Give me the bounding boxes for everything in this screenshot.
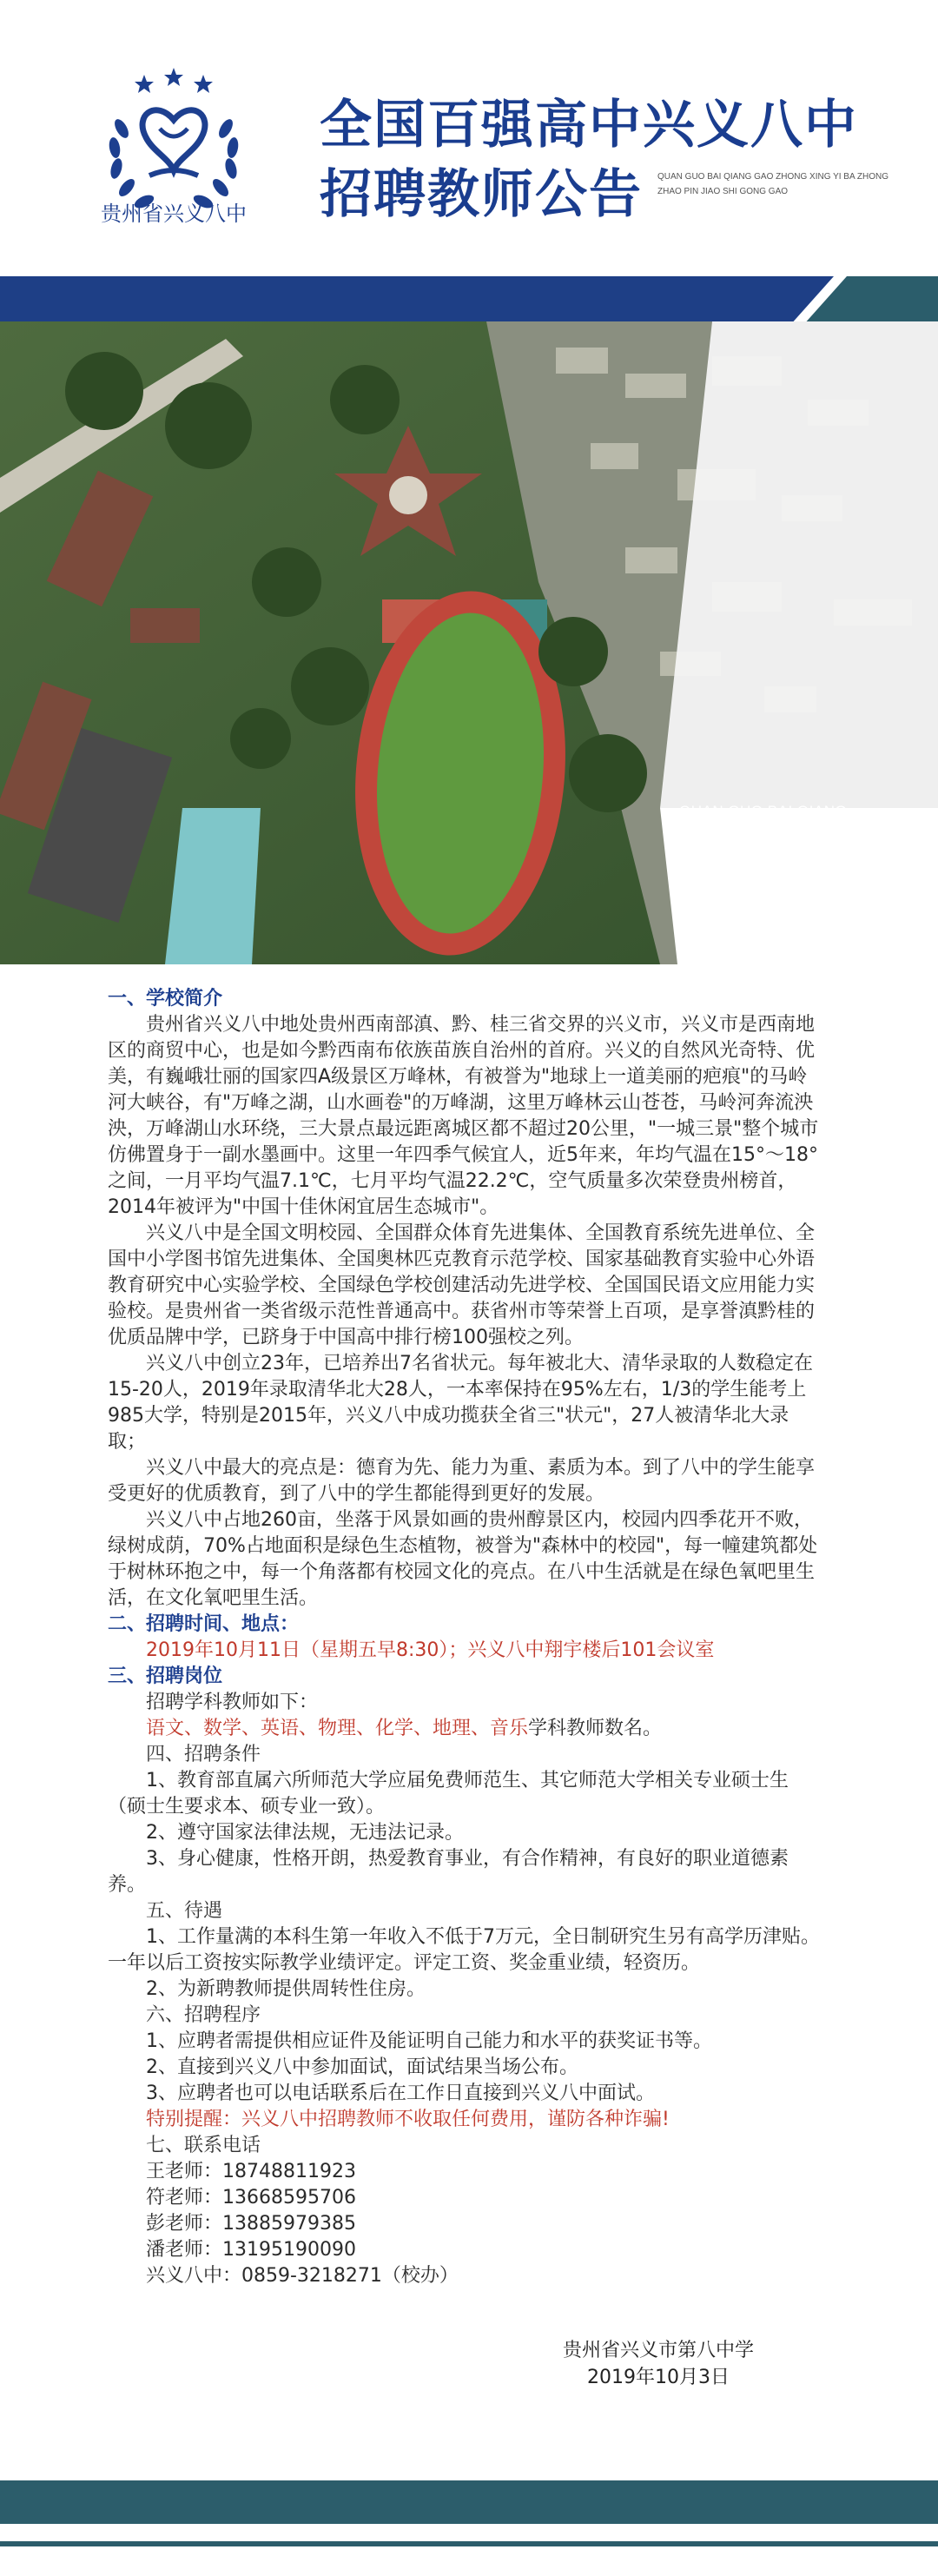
section-heading: 一、学校简介 bbox=[108, 988, 223, 1010]
paragraph: 兴义八中创立23年，已培养出7名省状元。每年被北大、清华录取的人数稳定在15-20人，2019年录取清华北大28人，一本率保持在95%左右，1/3的学生能考上985大学，特别是2015年，兴义八中成功揽获全省三"状元"，27人被清华北大录取； bbox=[108, 1353, 813, 1453]
list-item: 1、工作量满的本科生第一年收入不低于7万元，全日制研究生另有高学历津贴。一年以后工资按实际教学业绩评定。评定工资、奖金重业绩，轻资历。 bbox=[108, 1926, 820, 1974]
signature-org: 贵州省兴义市第八中学 bbox=[562, 2340, 754, 2361]
announcement-body bbox=[108, 986, 820, 2289]
contact-item: 王老师：18748811923 bbox=[146, 2161, 356, 2182]
page-title-line2: 招聘教师公告 bbox=[320, 164, 643, 225]
paragraph: 兴义八中占地260亩，坐落于风景如画的贵州醇景区内，校园内四季花开不败，绿树成荫，70%占地面积是绿色生态植物，被誉为"森林中的校园"，每一幢建筑都处于树林环抱之中，每一个角落都有校园文化的亮点。在八中生活就是在绿色氧吧里生活，在文化氧吧里生活。 bbox=[108, 1509, 818, 1609]
signature-date: 2019年10月3日 bbox=[587, 2367, 730, 2388]
list-item: 2、直接到兴义八中参加面试，面试结果当场公布。 bbox=[146, 2056, 578, 2078]
paragraph: 招聘学科教师如下： bbox=[146, 1692, 319, 1713]
contact-item: 彭老师：13885979385 bbox=[146, 2213, 356, 2235]
subjects-line bbox=[108, 1716, 820, 1742]
contact-item: 潘老师：13195190090 bbox=[146, 2239, 356, 2261]
paragraph: 贵州省兴义八中地处贵州西南部滇、黔、桂三省交界的兴义市，兴义市是西南地区的商贸中心，也是如今黔西南布依族苗族自治州的首府。兴义的自然风光奇特、优美，有巍峨壮丽的国家四A级景区万峰林，有被誉为"地球上一道美丽的疤痕"的马岭河大峡谷，有"万峰之湖，山水画卷"的万峰湖，这里万峰林云山苍苍，马岭河奔流泱泱，万峰湖山水环绕，三大景点最远距离城区都不超过20公里，"一城三景"整个城市仿佛置身于一副水墨画中。这里一年四季气候宜人，近5年来，年均气温在15°～18°之间，一月平均气温7.1℃，七月平均气温22.2℃，空气质量多次荣登贵州榜首，2014年被评为"中国十佳休闲宜居生态城市"。 bbox=[108, 1014, 819, 1218]
subjects-suffix: 学科教师数名。 bbox=[528, 1718, 663, 1739]
section-heading: 三、招聘岗位 bbox=[108, 1665, 223, 1687]
list-item: 3、身心健康，性格开朗，热爱教育事业，有合作精神，有良好的职业道德素养。 bbox=[108, 1848, 789, 1896]
photo-pinyin-line: ZHONG bbox=[679, 844, 735, 861]
pinyin-line2: ZHAO PIN JIAO SHI GONG GAO bbox=[657, 187, 789, 196]
list-item: 1、应聘者需提供相应证件及能证明自己能力和水平的获奖证书等。 bbox=[146, 2030, 712, 2052]
list-item: 2、遵守国家法律法规，无违法记录。 bbox=[146, 1822, 464, 1844]
section-heading: 七、联系电话 bbox=[146, 2135, 261, 2156]
photo-overlay-pinyin bbox=[679, 801, 922, 905]
recruit-time-place: 2019年10月11日（星期五早8:30）；兴义八中翔宇楼后101会议室 bbox=[146, 1639, 715, 1661]
list-item: 2、为新聘教师提供周转性住房。 bbox=[146, 1978, 426, 2000]
contact-item: 兴义八中：0859-3218271（校办） bbox=[146, 2265, 459, 2287]
fraud-warning: 特别提醒：兴义八中招聘教师不收取任何费用，谨防各种诈骗! bbox=[146, 2109, 670, 2130]
section-heading: 四、招聘条件 bbox=[146, 1744, 261, 1765]
pinyin-line1: QUAN GUO BAI QIANG GAO ZHONG XING YI BA ZHONG bbox=[657, 172, 888, 182]
header bbox=[0, 0, 938, 276]
section-heading: 二、招聘时间、地点： bbox=[108, 1613, 300, 1635]
photo-pinyin-line: GAO bbox=[679, 886, 714, 903]
section-heading: 五、待遇 bbox=[146, 1900, 223, 1922]
page-title-line1: 全国百强高中兴义八中 bbox=[320, 95, 858, 156]
list-item: 3、应聘者也可以电话联系后在工作日直接到兴义八中面试。 bbox=[146, 2083, 655, 2104]
contact-item: 符老师：13668595706 bbox=[146, 2187, 356, 2208]
paragraph: 兴义八中最大的亮点是：德育为先、能力为重、素质为本。到了八中的学生能享受更好的优质教育，到了八中的学生都能得到更好的发展。 bbox=[108, 1457, 816, 1505]
photo-pinyin-line: QUAN GUO BAI QIANG bbox=[679, 803, 848, 819]
footer-band bbox=[0, 2480, 938, 2524]
paragraph: 兴义八中是全国文明校园、全国群众体育先进集体、全国教育系统先进单位、全国中小学图书馆先进集体、全国奥林匹克教育示范学校、国家基础教育实验中心外语教育研究中心实验学校、全国绿色学校创建活动先进学校、全国国民语文应用能力实验校。是贵州省一类省级示范性普通高中。获省州市等荣誉上百项，是享誉滇黔桂的优质品牌中学，已跻身于中国高中排行榜100强校之列。 bbox=[108, 1222, 816, 1348]
header-stripe bbox=[0, 276, 938, 325]
subjects-list: 语文、数学、英语、物理、化学、地理、音乐 bbox=[146, 1718, 529, 1739]
list-item: 1、教育部直属六所师范大学应届免费师范生、其它师范大学相关专业硕士生（硕士生要求本、硕专业一致）。 bbox=[108, 1770, 789, 1818]
photo-pinyin-line: ZHAO PIN JIAO SHI GONG bbox=[679, 865, 874, 882]
photo-pinyin-line: GAO ZHONG XING YI BA bbox=[679, 824, 861, 840]
signature-block bbox=[528, 2337, 789, 2391]
footer-line bbox=[0, 2541, 938, 2546]
logo-text: 贵州省兴义八中 bbox=[101, 202, 247, 226]
section-heading: 六、招聘程序 bbox=[146, 2004, 261, 2026]
